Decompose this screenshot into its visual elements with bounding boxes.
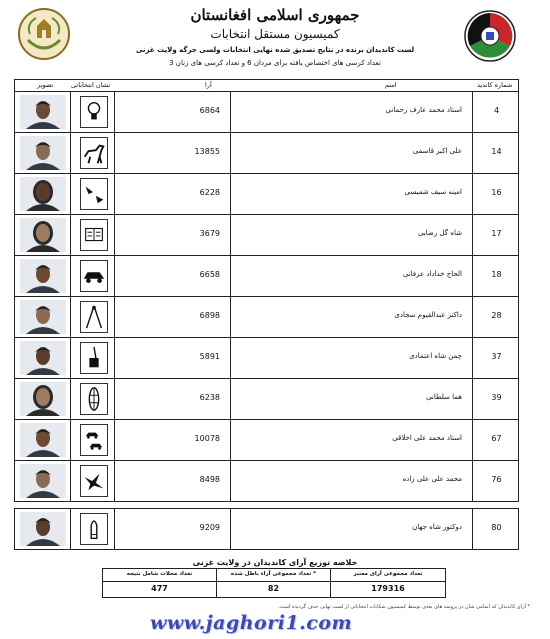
iec-logo-icon	[462, 8, 518, 64]
candidate-row	[14, 338, 519, 379]
car-icon	[80, 260, 108, 292]
col-photo: تصویر	[37, 81, 54, 89]
candidate-votes: 8498	[199, 475, 220, 484]
candidate-votes: 6898	[199, 311, 220, 320]
candidate-code: 28	[491, 311, 502, 320]
candidate-photo	[20, 341, 66, 375]
birds-icon	[80, 178, 108, 210]
candidate-name: استاد محمد علی اخلاقی	[392, 434, 462, 442]
candidate-code: 17	[491, 229, 502, 238]
candidate-votes: 6238	[199, 393, 220, 402]
candidate-votes: 6658	[199, 270, 220, 279]
candidate-code: 39	[491, 393, 502, 402]
invalid-votes-count: 82	[267, 584, 280, 593]
valid-votes-count: 179316	[371, 584, 405, 593]
col-symbol: نشان انتخاباتی	[71, 81, 111, 89]
candidate-name: محمد علی علی زاده	[402, 475, 462, 483]
candidate-photo	[20, 300, 66, 334]
col-name: اسم	[385, 81, 397, 89]
bullet-icon	[80, 513, 108, 545]
candidate-row	[14, 420, 519, 461]
candidate-name: استاد محمد عارف رحمانی	[385, 106, 462, 114]
bird-icon	[80, 465, 108, 497]
two-cars-icon	[80, 424, 108, 456]
candidate-row	[14, 297, 519, 338]
candidate-photo	[20, 95, 66, 129]
candidate-votes: 6864	[199, 106, 220, 115]
summary-title: خلاصه توزیع آرای کاندیدان در ولایت غزنی	[192, 558, 358, 567]
book-icon	[80, 219, 108, 251]
candidate-row	[14, 379, 519, 420]
lamp-icon	[80, 96, 108, 128]
commission-title: کمیسیون مستقل انتخابات	[210, 27, 340, 41]
candidate-name: هما سلطانی	[426, 393, 462, 401]
document-header	[0, 0, 550, 80]
candidate-row	[14, 92, 519, 133]
col-code: شماره کاندید	[477, 81, 513, 89]
list-description: لست کاندیدان برنده در نتایج تصدیق شده نهایی انتخابات ولسی جرگه ولایت غزنی	[135, 46, 415, 54]
candidate-name: شاه گل رضایی	[418, 229, 462, 237]
inkpot-icon	[80, 342, 108, 374]
candidate-code: 67	[491, 434, 502, 443]
candidate-photo	[20, 259, 66, 293]
candidate-code: 37	[491, 352, 502, 361]
candidate-name: دوکتور شاه جهان	[412, 523, 462, 531]
country-title: جمهوری اسلامی افغانستان	[190, 6, 360, 24]
winners-table	[14, 79, 519, 550]
summary-col-polling-places: تعداد محلات شامل نتیجه 477	[103, 569, 217, 597]
summary-table	[102, 568, 446, 598]
afghanistan-emblem-icon	[16, 6, 72, 62]
candidate-photo	[20, 136, 66, 170]
watermark: www.jaghori1.com	[150, 612, 353, 634]
candidate-row	[14, 256, 519, 297]
summary-col-invalid-votes: تعداد مجموعی آراء باطل شده * 82	[217, 569, 331, 597]
candidate-code: 4	[493, 106, 500, 115]
candidate-code: 80	[491, 523, 502, 532]
candidate-votes: 6228	[199, 188, 220, 197]
compass-icon	[80, 301, 108, 333]
candidate-votes: 3679	[199, 229, 220, 238]
candidate-row	[14, 215, 519, 256]
candidate-name: چمن شاه اعتمادی	[409, 352, 462, 360]
horse-icon	[80, 137, 108, 169]
footnote: * آرای کاندیدان که اسامی شان در پروسه های بعدی توسط کمیسیون شکایات انتخاباتی از لست نهایی حذف گردیده است.	[278, 604, 530, 610]
candidate-photo	[20, 382, 66, 416]
candidate-photo	[20, 464, 66, 498]
candidate-photo	[20, 512, 66, 546]
candidate-votes: 5891	[199, 352, 220, 361]
candidate-code: 16	[491, 188, 502, 197]
candidate-votes: 10078	[194, 434, 220, 443]
table-header	[14, 79, 519, 92]
candidate-row	[14, 133, 519, 174]
candidate-code: 18	[491, 270, 502, 279]
candidate-name: الحاج خداداد عرفانی	[402, 270, 462, 278]
candidate-photo	[20, 423, 66, 457]
boat-icon	[80, 383, 108, 415]
seat-allocation: تعداد کرسی های اختصاص یافته برای مردان 6 و تعداد کرسی های زنان 3	[169, 59, 381, 67]
candidate-code: 14	[491, 147, 502, 156]
candidate-votes: 13855	[194, 147, 220, 156]
summary-col-valid-votes: تعداد مجموعی آرای معتبر 179316	[331, 569, 445, 597]
polling-places-count: 477	[151, 584, 168, 593]
col-votes: آرا	[205, 81, 212, 89]
candidate-photo	[20, 218, 66, 252]
candidate-row	[14, 461, 519, 502]
candidate-name: علی اکبر قاسمی	[412, 147, 462, 155]
candidate-code: 76	[491, 475, 502, 484]
candidate-votes: 9209	[199, 523, 220, 532]
candidate-name: داکتر عبدالقیوم سجادی	[394, 311, 462, 319]
candidate-photo	[20, 177, 66, 211]
candidate-row	[14, 508, 519, 550]
candidate-name: امینه سیف شمیسی	[404, 188, 462, 196]
candidate-row	[14, 174, 519, 215]
